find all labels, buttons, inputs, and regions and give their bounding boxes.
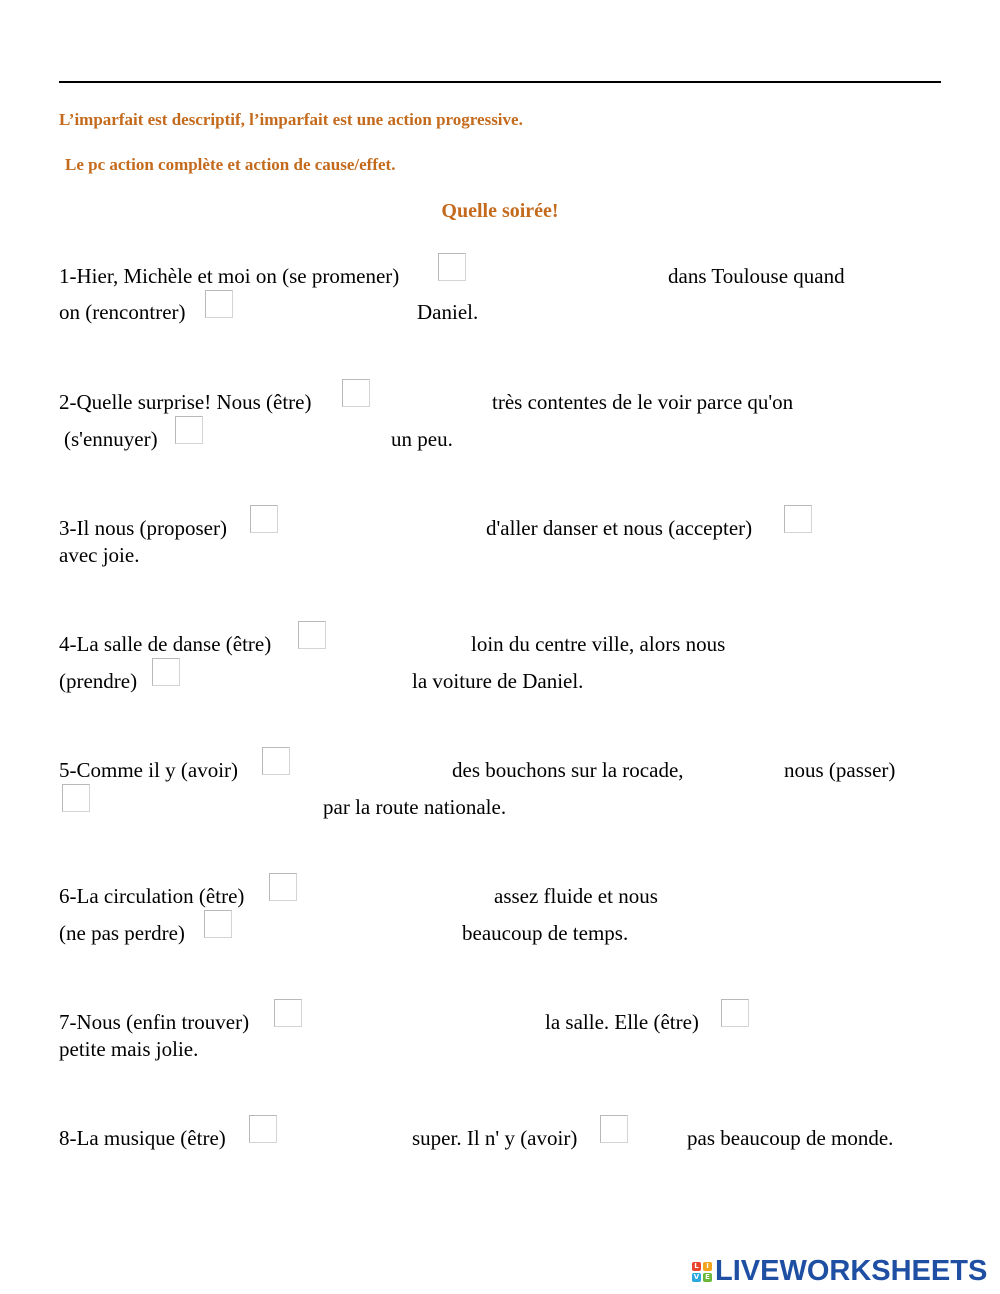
sentence-3-text: 3-Il nous (proposer) [59,516,227,540]
sentence-5-text: 5-Comme il y (avoir) [59,758,239,782]
sentence-5-text-cont: des bouchons sur la rocade, [452,758,684,782]
sentence-4-text: 4-La salle de danse (être) [59,632,272,656]
sentence-7-text: 7-Nous (enfin trouver) [59,1010,250,1034]
grammar-note-passe-compose: Le pc action complète et action de cause/effet. [65,155,396,174]
answer-box-3a[interactable] [250,505,278,533]
answer-box-7b[interactable] [721,999,749,1027]
answer-box-2a[interactable] [342,379,370,407]
sentence-6-text-end: beaucoup de temps. [462,921,629,945]
answer-box-3b[interactable] [784,505,812,533]
top-divider [59,81,941,83]
grammar-note-imparfait: L’imparfait est descriptif, l’imparfait est une action progressive. [59,110,523,129]
answer-box-2b[interactable] [175,416,203,444]
sentence-4-text-line2: (prendre) [59,669,138,693]
answer-box-8a[interactable] [249,1115,277,1143]
answer-box-4a[interactable] [298,621,326,649]
answer-box-1b[interactable] [205,290,233,318]
sentence-4-text-end: la voiture de Daniel. [412,669,584,693]
sentence-1-text-end: Daniel. [417,300,479,324]
sentence-7-text-line2: petite mais jolie. [59,1037,199,1061]
exercise-title: Quelle soirée! [441,200,559,222]
sentence-5-text-end: par la route nationale. [323,795,507,819]
sentence-7-text-cont: la salle. Elle (être) [545,1010,699,1034]
sentence-8-text-cont: super. Il n' y (avoir) [412,1126,578,1150]
sentence-2-text-cont: très contentes de le voir parce qu'on [492,390,794,414]
sentence-1-text-cont: dans Toulouse quand [668,264,845,288]
sentence-4-text-cont: loin du centre ville, alors nous [471,632,726,656]
answer-box-6a[interactable] [269,873,297,901]
logo-tile: V [693,1272,700,1281]
logo-tile: I [703,1262,712,1271]
logo-tiles-icon [692,1262,712,1282]
answer-box-6b[interactable] [204,910,232,938]
sentence-6-text-cont: assez fluide et nous [494,884,658,908]
sentence-2-text: 2-Quelle surprise! Nous (être) [59,390,312,414]
logo-tile: L [692,1262,701,1271]
sentence-5-text-verb: nous (passer) [784,758,896,782]
answer-box-5b[interactable] [62,784,90,812]
answer-box-7a[interactable] [274,999,302,1027]
sentence-6-text-line2: (ne pas perdre) [59,921,185,945]
answer-box-4b[interactable] [152,658,180,686]
sentence-1-text: 1-Hier, Michèle et moi on (se promener) [59,264,400,288]
liveworksheets-logo [692,1255,987,1288]
sentence-2-text-end: un peu. [391,427,453,451]
sentence-1-text-line2: on (rencontrer) [59,300,186,324]
sentence-2-text-line2: (s'ennuyer) [64,427,158,451]
answer-box-8b[interactable] [600,1115,628,1143]
logo-wordmark: LIVEWORKSHEETS [715,1255,988,1287]
logo-tile: E [703,1273,712,1282]
sentence-8-text: 8-La musique (être) [59,1126,226,1150]
sentence-6-text: 6-La circulation (être) [59,884,245,908]
sentence-3-text-line2: avec joie. [59,543,140,567]
sentence-3-text-cont: d'aller danser et nous (accepter) [486,516,753,540]
answer-box-1a[interactable] [438,253,466,281]
answer-box-5a[interactable] [262,747,290,775]
sentence-8-text-end: pas beaucoup de monde. [687,1126,894,1150]
